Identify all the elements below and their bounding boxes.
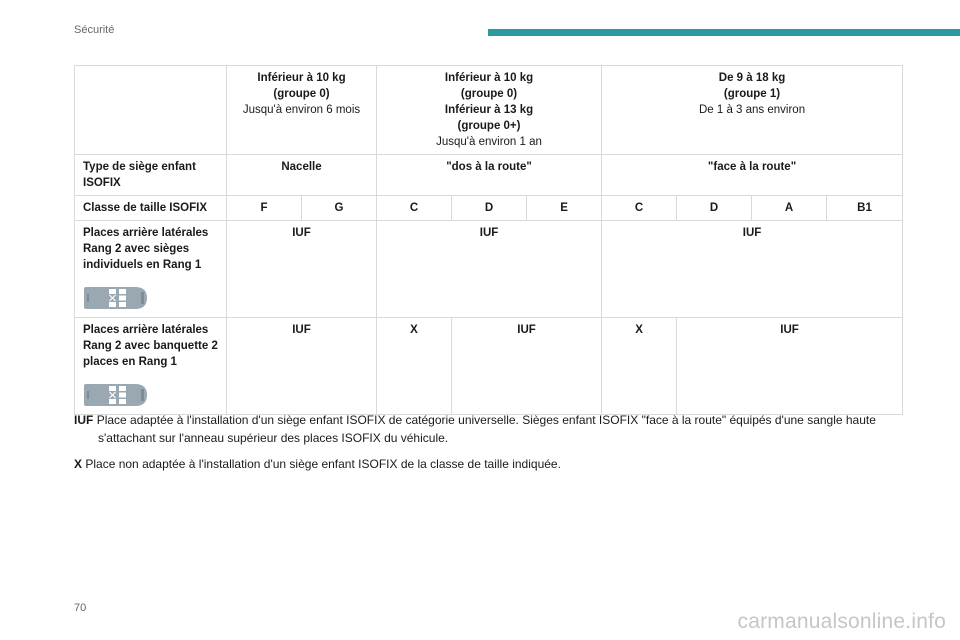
group-1-line-2: (groupe 1) xyxy=(723,88,781,100)
size-class-cell: D xyxy=(452,196,527,221)
section-accent-bar xyxy=(488,29,960,36)
size-class-label: Classe de taille ISOFIX xyxy=(75,196,227,221)
individual-cell-group1: IUF xyxy=(602,221,903,318)
table-row xyxy=(75,66,903,155)
empty-corner-cell xyxy=(75,66,227,155)
individual-cell-group0: IUF xyxy=(227,221,377,318)
individual-seats-label: Places arrière latérales Rang 2 avec sièges individuels en Rang 1 xyxy=(83,227,209,271)
bench-seat-label: Places arrière latérales Rang 2 avec banquette 2 places en Rang 1 xyxy=(83,324,218,368)
group-0plus-header xyxy=(377,66,602,155)
size-class-cell: B1 xyxy=(827,196,903,221)
individual-cell-group0plus: IUF xyxy=(377,221,602,318)
bench-cell-group0: IUF xyxy=(227,318,377,415)
table-row xyxy=(75,155,903,196)
section-title: Sécurité xyxy=(74,24,115,36)
individual-seats-row-header xyxy=(75,221,227,318)
table-row xyxy=(75,196,903,221)
size-class-cell: E xyxy=(527,196,602,221)
size-class-cell: D xyxy=(677,196,752,221)
legend-notes xyxy=(74,411,904,481)
seat-type-nacelle: Nacelle xyxy=(227,155,377,196)
bench-seat-row-header xyxy=(75,318,227,415)
group-1-line-1: De 9 à 18 kg xyxy=(718,72,786,84)
size-class-cell: C xyxy=(602,196,677,221)
note-iuf-text-continued: s'attachant sur l'anneau supérieur des places ISOFIX du véhicule. xyxy=(98,431,449,445)
note-x xyxy=(74,455,904,473)
seat-type-label: Type de siège enfant ISOFIX xyxy=(75,155,227,196)
group-0plus-line-1: Inférieur à 10 kg xyxy=(444,72,534,84)
size-class-cell: C xyxy=(377,196,452,221)
bench-cell-de: IUF xyxy=(452,318,602,415)
table-row xyxy=(75,221,903,318)
group-1-line-3: De 1 à 3 ans environ xyxy=(698,104,806,116)
group-0-header xyxy=(227,66,377,155)
group-0plus-line-3: Inférieur à 13 kg xyxy=(444,104,534,116)
watermark: carmanualsonline.info xyxy=(737,610,946,633)
van-seat-diagram-icon xyxy=(83,283,149,313)
group-1-header xyxy=(602,66,903,155)
note-x-text: Place non adaptée à l'installation d'un siège enfant ISOFIX de la classe de taille indiquée. xyxy=(85,457,561,471)
size-class-cell: G xyxy=(302,196,377,221)
bench-cell-c: X xyxy=(377,318,452,415)
van-seat-diagram-icon xyxy=(83,380,149,410)
group-0-line-3: Jusqu'à environ 6 mois xyxy=(242,104,361,116)
note-x-key: X xyxy=(74,457,83,471)
bench-cell-c2: X xyxy=(602,318,677,415)
note-iuf-text: Place adaptée à l'installation d'un siège enfant ISOFIX de catégorie universelle. Sièges enfant ISOFIX "face à la route" équipés d'une sangle haute xyxy=(96,413,876,427)
group-0plus-line-2: (groupe 0) xyxy=(460,88,518,100)
bench-cell-dab1: IUF xyxy=(677,318,903,415)
note-iuf xyxy=(74,411,904,447)
note-iuf-key: IUF xyxy=(74,413,94,427)
table-row xyxy=(75,318,903,415)
seat-type-rear-facing: "dos à la route" xyxy=(377,155,602,196)
page-number: 70 xyxy=(74,602,87,614)
seat-type-forward-facing: "face à la route" xyxy=(602,155,903,196)
isofix-table xyxy=(74,65,903,415)
size-class-cell: F xyxy=(227,196,302,221)
size-class-cell: A xyxy=(752,196,827,221)
group-0plus-line-4: (groupe 0+) xyxy=(457,120,521,132)
group-0-line-1: Inférieur à 10 kg xyxy=(257,72,346,84)
group-0-line-2: (groupe 0) xyxy=(273,88,330,100)
group-0plus-line-5: Jusqu'à environ 1 an xyxy=(436,136,542,148)
